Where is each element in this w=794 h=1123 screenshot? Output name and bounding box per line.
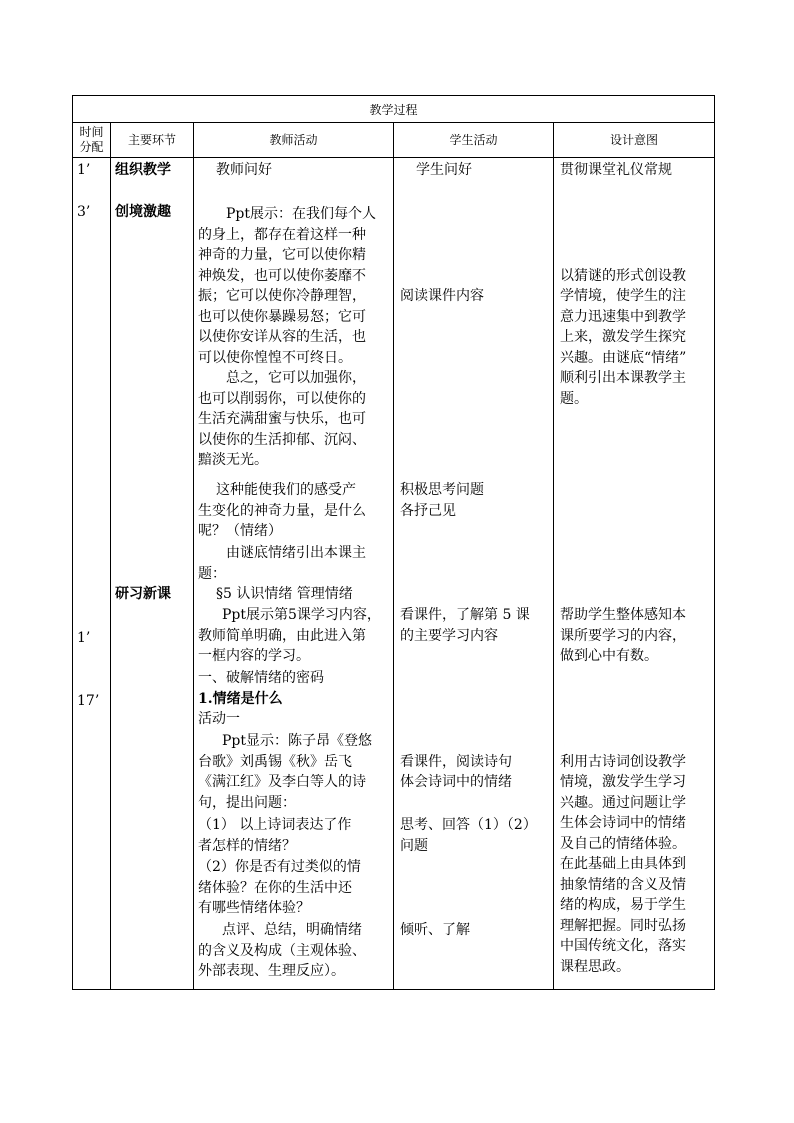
header-time-line2: 分配 bbox=[79, 140, 104, 154]
teacher-line: 这种能使我们的感受产 bbox=[216, 482, 356, 498]
teacher-greeting: 教师问好 bbox=[216, 162, 272, 178]
student-line: 倾听、了解 bbox=[400, 922, 470, 938]
teaching-process-table bbox=[72, 95, 715, 990]
student-activity-column bbox=[394, 158, 554, 990]
intent-line: 兴趣。通过问题让学 bbox=[560, 794, 686, 811]
intent-line: 抽象情绪的含义及情 bbox=[560, 876, 686, 893]
question-2: 绪体验？在你的生活中还 bbox=[198, 879, 352, 896]
teacher-line: 的身上，都存在着这样一种 bbox=[198, 226, 366, 243]
teacher-line: 《满江红》及李白等人的诗 bbox=[198, 774, 366, 790]
teacher-line: 以使你的生活抑郁、沉闷、 bbox=[198, 431, 366, 448]
intent-line: 生体会诗词中的情绪 bbox=[560, 815, 686, 831]
intent-line: 帮助学生整体感知本 bbox=[560, 607, 686, 623]
student-line: 问题 bbox=[400, 837, 428, 854]
intent-line: 题。 bbox=[560, 390, 588, 407]
intent-line: 以猜谜的形式创设教 bbox=[560, 267, 686, 284]
teacher-line: 呢？（情绪） bbox=[198, 523, 282, 539]
header-student: 学生活动 bbox=[394, 123, 554, 158]
teacher-line: 教师简单明确，由此进入第 bbox=[198, 627, 366, 644]
stage-label: 创境激趣 bbox=[115, 204, 171, 220]
teacher-line: 生变化的神奇力量，是什么 bbox=[198, 502, 366, 519]
teacher-line: 的含义及构成（主观体验、 bbox=[198, 942, 366, 959]
time-value: 1’ bbox=[77, 630, 91, 646]
teacher-line: 题： bbox=[198, 565, 226, 582]
header-teacher: 教师活动 bbox=[194, 123, 394, 158]
teacher-line: 神焕发，也可以使你萎靡不 bbox=[198, 267, 366, 284]
intent-line: 课程思政。 bbox=[560, 958, 630, 975]
intent-line: 中国传统文化，落实 bbox=[560, 938, 686, 954]
intent-line: 意力迅速集中到教学 bbox=[560, 308, 686, 325]
intent-line: 做到心中有数。 bbox=[560, 648, 658, 664]
teacher-line: 由谜底情绪引出本课主 bbox=[226, 545, 366, 561]
intent-line: 理解把握。同时弘扬 bbox=[560, 917, 686, 934]
teacher-line: 台歌》刘禹锡《秋》岳飞 bbox=[198, 753, 352, 770]
question-2: 有哪些情绪体验？ bbox=[198, 900, 310, 916]
subsection-heading: 1.情绪是什么 bbox=[198, 690, 283, 707]
teacher-line: Ppt展示第5课学习内容， bbox=[222, 607, 381, 623]
intent-line: 兴趣。由谜底“情绪” bbox=[560, 349, 687, 366]
question-2: （2）你是否有过类似的情 bbox=[198, 859, 361, 875]
student-line: 看课件，阅读诗句 bbox=[400, 753, 512, 770]
teacher-line: 振；它可以使你冷静理智， bbox=[198, 288, 366, 304]
teacher-line: Ppt展示：在我们每个人 bbox=[226, 206, 377, 222]
teacher-line: 一框内容的学习。 bbox=[198, 648, 310, 664]
intent-line: 及自己的情绪体验。 bbox=[560, 835, 686, 852]
intent-line: 上来，激发学生探究 bbox=[560, 329, 686, 345]
intent-line: 课所要学习的内容， bbox=[560, 627, 686, 644]
time-value: 3’ bbox=[77, 204, 91, 220]
teacher-line: 也可以削弱你，可以使你的 bbox=[198, 390, 366, 407]
header-time-line1: 时间 bbox=[79, 125, 104, 139]
header-intent: 设计意图 bbox=[554, 123, 715, 158]
table-title: 教学过程 bbox=[73, 96, 715, 123]
teacher-line: 总之，它可以加强你， bbox=[226, 370, 366, 386]
activity-label: 活动一 bbox=[198, 711, 240, 727]
student-line: 阅读课件内容 bbox=[400, 288, 484, 304]
teacher-line: Ppt显示：陈子昂《登悠 bbox=[222, 733, 373, 749]
teacher-line: 以使你安详从容的生活，也 bbox=[198, 329, 366, 345]
section-heading: 一、破解情绪的密码 bbox=[198, 670, 324, 686]
student-line: 积极思考问题 bbox=[400, 482, 484, 498]
question-1: （1） 以上诗词表达了作 bbox=[198, 817, 352, 833]
teacher-line: 句，提出问题： bbox=[198, 794, 296, 811]
teacher-line: 点评、总结，明确情绪 bbox=[222, 922, 362, 938]
intent-line: 顺利引出本课教学主 bbox=[560, 370, 686, 386]
teacher-activity-column bbox=[194, 158, 394, 990]
teacher-line: 生活充满甜蜜与快乐，也可 bbox=[198, 411, 366, 427]
student-line: 看课件，了解第 5 课 bbox=[400, 607, 530, 623]
student-line: 体会诗词中的情绪 bbox=[400, 774, 512, 790]
header-time bbox=[73, 123, 111, 158]
lesson-title: §5 认识情绪 管理情绪 bbox=[216, 586, 353, 602]
question-1: 者怎样的情绪？ bbox=[198, 837, 296, 854]
intent-line: 情境，激发学生学习 bbox=[560, 774, 686, 790]
teacher-line: 也可以使你暴躁易怒；它可 bbox=[198, 308, 366, 325]
intent-line: 学情境，使学生的注 bbox=[560, 288, 686, 304]
teacher-line: 神奇的力量，它可以使你精 bbox=[198, 247, 366, 263]
stage-label: 研习新课 bbox=[115, 586, 171, 602]
teacher-line: 黯淡无光。 bbox=[198, 452, 268, 468]
header-stage: 主要环节 bbox=[111, 123, 194, 158]
time-value: 1’ bbox=[77, 162, 91, 178]
time-value: 17’ bbox=[77, 693, 100, 709]
intent-line: 利用古诗词创设教学 bbox=[560, 753, 686, 770]
stage-column bbox=[111, 158, 194, 990]
time-column bbox=[73, 158, 111, 990]
student-line: 思考、回答（1）（2） bbox=[400, 817, 537, 833]
teacher-line: 外部表现、生理反应）。 bbox=[198, 963, 345, 979]
intent-line: 贯彻课堂礼仪常规 bbox=[560, 162, 672, 178]
student-line: 各抒己见 bbox=[400, 502, 456, 519]
intent-line: 绪的构成，易于学生 bbox=[560, 897, 686, 913]
teacher-line: 可以使你惶惶不可终日。 bbox=[198, 349, 352, 366]
student-line: 的主要学习内容 bbox=[400, 627, 498, 644]
student-greeting: 学生问好 bbox=[416, 162, 472, 178]
stage-label: 组织教学 bbox=[115, 162, 171, 178]
design-intent-column bbox=[554, 158, 715, 990]
intent-line: 在此基础上由具体到 bbox=[560, 856, 686, 872]
